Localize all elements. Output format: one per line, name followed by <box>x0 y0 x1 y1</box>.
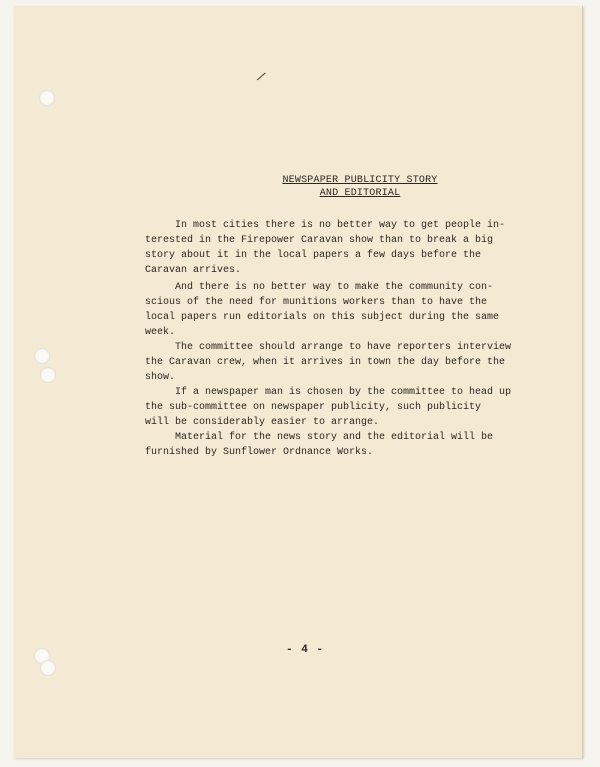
punch-hole-top <box>39 90 55 106</box>
paragraph-3: The committee should arrange to have reporters interview the Caravan crew, when it arrives in town the day before the show. <box>145 342 512 383</box>
paragraph-2: And there is no better way to make the community con- scious of the need for munitions workers than to have the local papers run editorials on this subject during the same week. <box>145 282 500 338</box>
page-number: - 4 - <box>286 644 325 656</box>
handwritten-tick-mark: / <box>254 69 268 86</box>
paragraph-5: Material for the news story and the editorial will be furnished by Sunflower Ordnance Works. <box>145 432 494 458</box>
punch-hole-bottom-2 <box>40 660 56 676</box>
paragraph-1: In most cities there is no better way to get people in- terested in the Firepower Caravan show than to break a big story about it in the local papers a few days before the Caravan arrives. <box>145 220 506 276</box>
paragraph-4: If a newspaper man is chosen by the committee to head up the sub-committee on newspaper publicity, such publicity will be considerably easier to arrange. <box>145 387 512 428</box>
heading-line-1: NEWSPAPER PUBLICITY STORY <box>282 175 438 186</box>
document-page <box>14 6 583 758</box>
heading-line-2: AND EDITORIAL <box>319 188 401 199</box>
punch-hole-middle-2 <box>40 367 56 383</box>
punch-hole-middle-1 <box>34 348 50 364</box>
